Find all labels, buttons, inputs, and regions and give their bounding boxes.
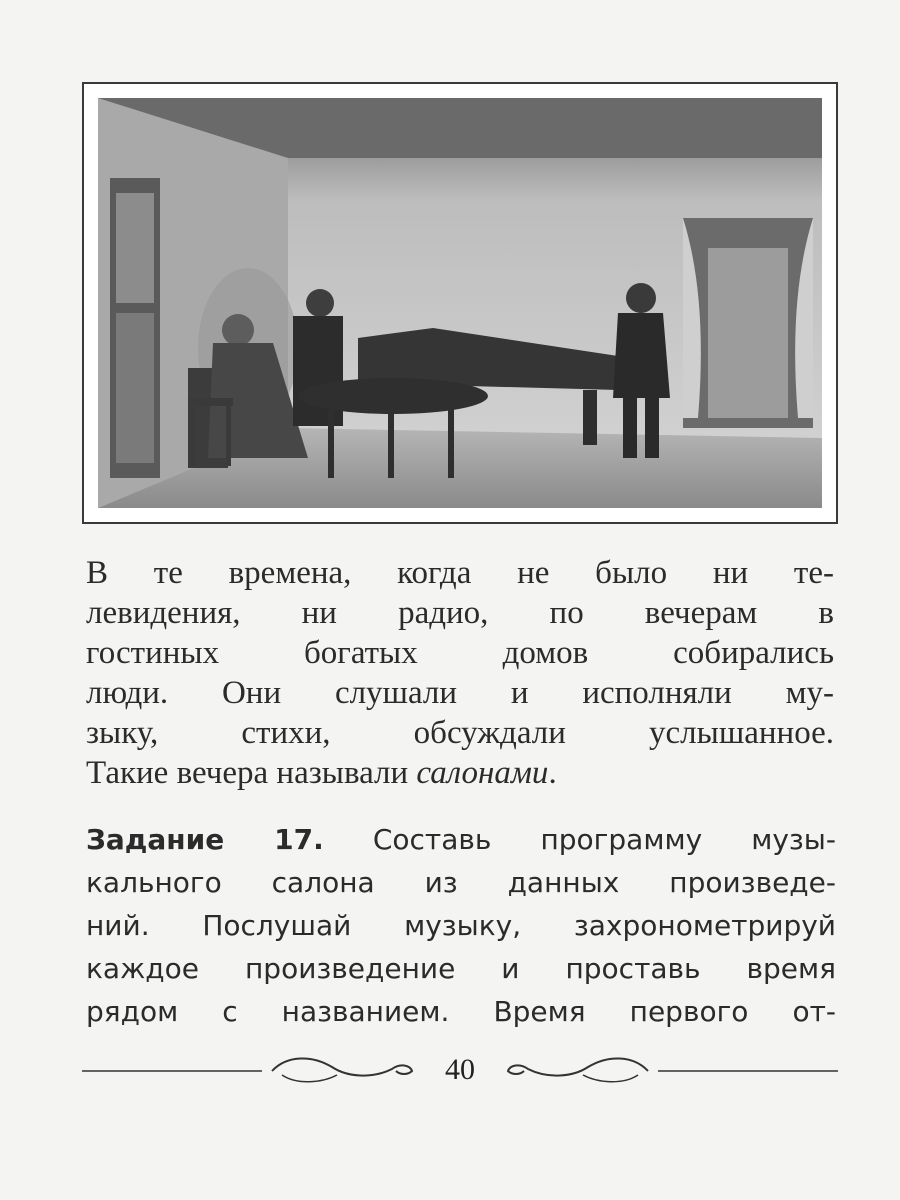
intro-last-line-prefix: Такие вечера называли: [86, 755, 417, 791]
task-line: кального салона из данных произведе-: [86, 866, 836, 899]
task-label: Задание 17.: [86, 823, 324, 856]
intro-last-line-suffix: .: [548, 755, 557, 791]
intro-paragraph: [86, 553, 834, 793]
salon-engraving-image: [98, 98, 822, 508]
task-line: ний. Послушай музыку, захронометрируй: [86, 909, 836, 942]
intro-line: гостиных богатых домов собирались: [86, 635, 834, 671]
salons-term: салонами: [416, 755, 549, 791]
page-footer: [82, 1045, 838, 1095]
task-line: каждое произведение и проставь время: [86, 952, 836, 985]
task-line: рядом с названием. Время первого от-: [86, 995, 836, 1028]
intro-line: В те времена, когда не было ни те-: [86, 555, 834, 591]
salon-illustration: [82, 82, 838, 524]
page-number: 40: [445, 1053, 475, 1086]
task-17-paragraph: [86, 818, 836, 1033]
task-first-line-rest: Составь программу музы-: [323, 823, 836, 856]
intro-line: люди. Они слушали и исполняли му-: [86, 675, 834, 711]
intro-line: левидения, ни радио, по вечерам в: [86, 595, 834, 631]
intro-line: зыку, стихи, обсуждали услышанное.: [86, 715, 834, 751]
intro-last-line: [86, 753, 834, 793]
task-first-line: [86, 818, 836, 861]
